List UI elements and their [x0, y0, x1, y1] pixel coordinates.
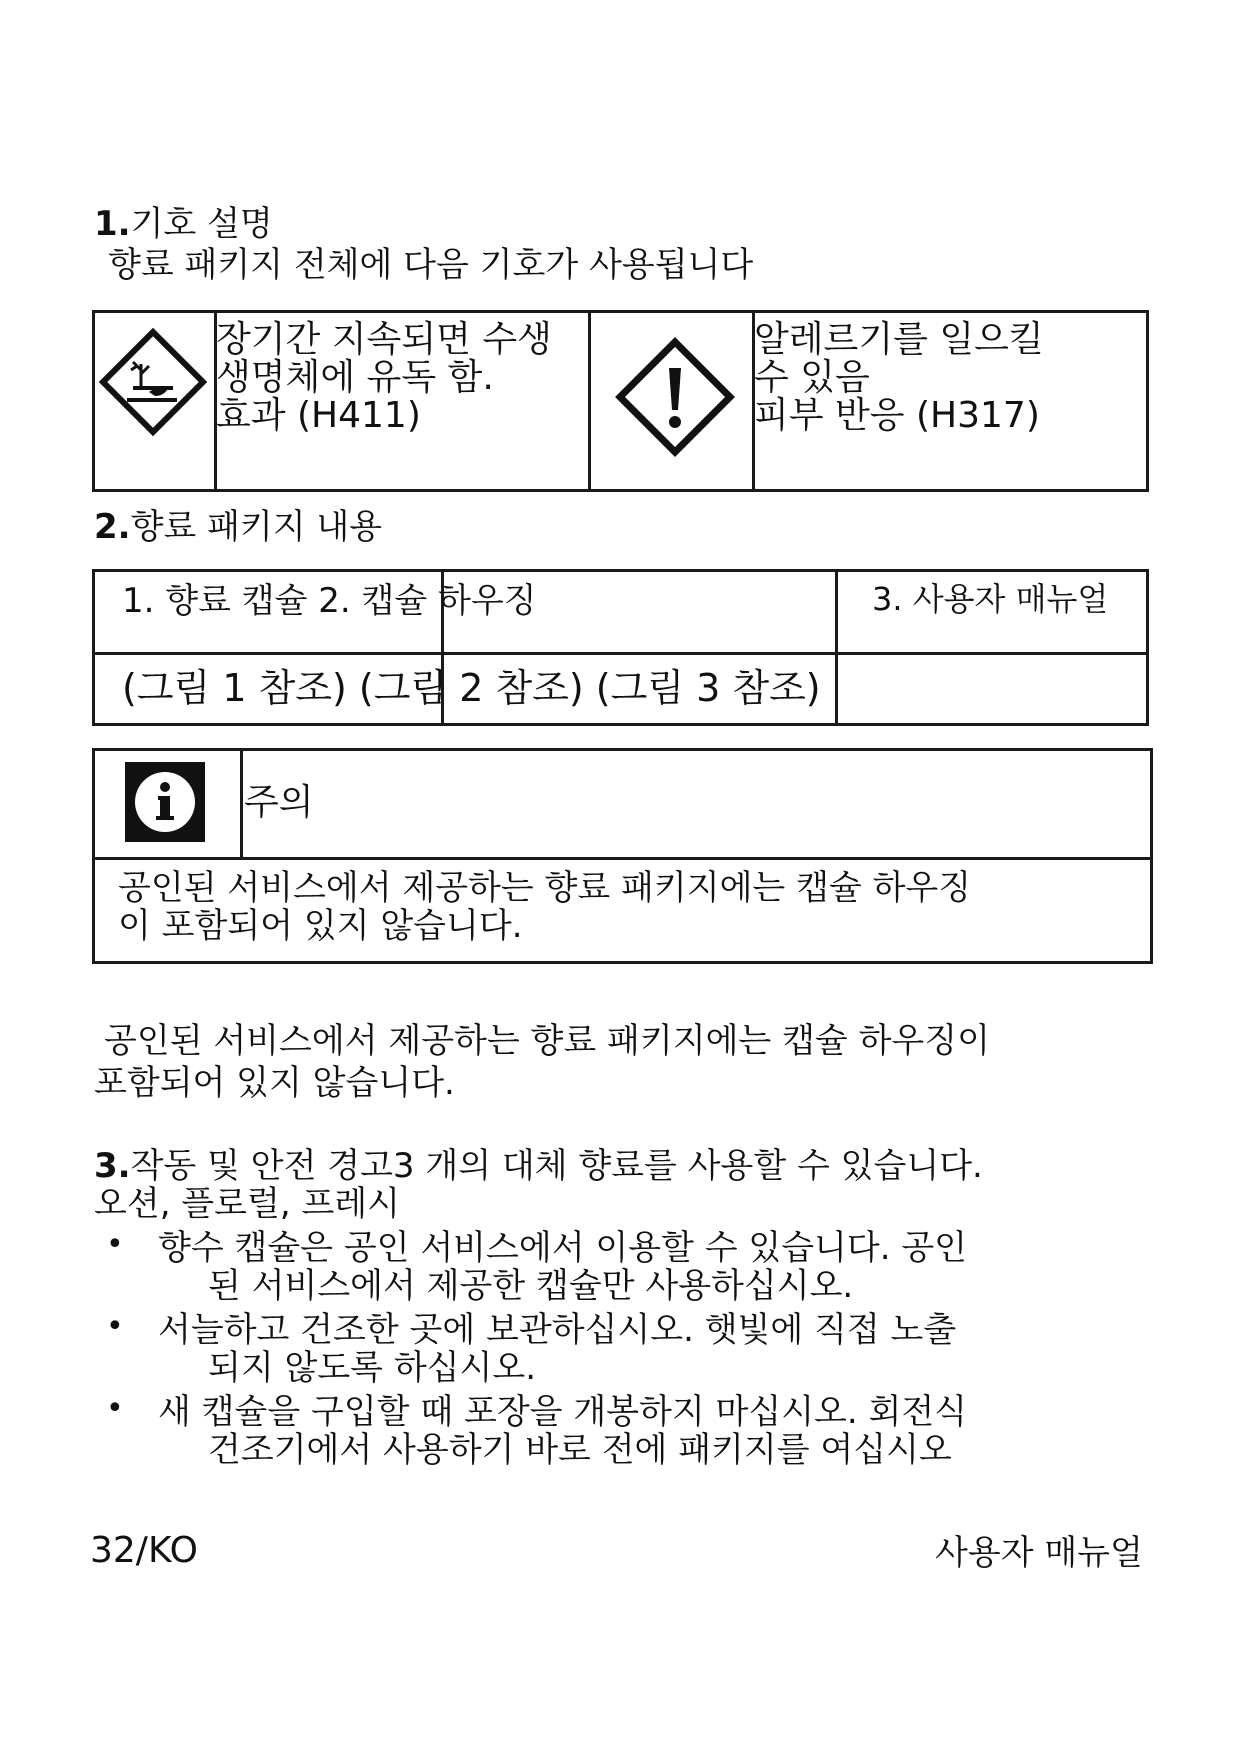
- section1-number: 1.: [94, 204, 131, 244]
- footer-manual-title: 사용자 매뉴얼: [935, 1533, 1143, 1573]
- section1-intro: 향료 패키지 전체에 다음 기호가 사용됩니다: [108, 245, 754, 285]
- symbol1-line2: 생명체에 유독 함.: [216, 357, 494, 398]
- notice-line1: 공인된 서비스에서 제공하는 향료 패키지에는 캡슐 하우징: [118, 868, 972, 908]
- contents-row2: (그림 1 참조) (그림 2 참조) (그림 3 참조): [122, 666, 821, 710]
- bullet1-line1: 향수 캡슐은 공인 서비스에서 이용할 수 있습니다. 공인: [158, 1228, 968, 1268]
- section2-title: 향료 패키지 내용: [130, 507, 383, 547]
- section3-subtitle: 오션, 플로럴, 프레시: [94, 1184, 400, 1224]
- bullet3-line1: 새 캡슐을 구입할 때 포장을 개봉하지 마십시오. 회전식: [158, 1392, 968, 1432]
- bullet-marker: •: [106, 1227, 124, 1262]
- paragraph-line1: 공인된 서비스에서 제공하는 향료 패키지에는 캡슐 하우징이: [104, 1021, 990, 1061]
- environment-hazard-icon: [97, 326, 209, 438]
- bullet3-line2: 건조기에서 사용하기 바로 전에 패키지를 여십시오: [208, 1430, 952, 1470]
- section3-number: 3.: [94, 1146, 131, 1186]
- symbol2-line3: 피부 반응 (H317): [754, 395, 1040, 436]
- bullet2-line2: 되지 않도록 하십시오.: [208, 1348, 537, 1388]
- contents-row1-right: 3. 사용자 매뉴얼: [872, 580, 1109, 618]
- section1-heading: [94, 205, 273, 243]
- notice-label: 주의: [244, 782, 314, 823]
- bullet-marker: •: [106, 1309, 124, 1344]
- symbol2-line1: 알레르기를 일으킬: [754, 319, 1044, 360]
- section2-number: 2.: [94, 507, 131, 547]
- notice-line2: 이 포함되어 있지 않습니다.: [118, 906, 523, 946]
- bullet2-line1: 서늘하고 건조한 곳에 보관하십시오. 햇빛에 직접 노출: [158, 1310, 957, 1350]
- page-number: 32/KO: [90, 1530, 198, 1571]
- section2-heading: [94, 508, 382, 546]
- symbol1-line3: 효과 (H411): [216, 395, 421, 436]
- section3-heading: [94, 1147, 983, 1185]
- section1-title: 기호 설명: [130, 204, 273, 244]
- symbol2-line2: 수 있음: [754, 357, 870, 398]
- section3-title: 작동 및 안전 경고3 개의 대체 향료를 사용할 수 있습니다.: [130, 1146, 983, 1186]
- paragraph-line2: 포함되어 있지 않습니다.: [94, 1063, 455, 1103]
- bullet-marker: •: [106, 1391, 124, 1426]
- contents-row1-left: 1. 향료 캡슐 2. 캡슐 하우징: [122, 581, 537, 621]
- info-icon: [125, 762, 205, 842]
- bullet1-line2: 된 서비스에서 제공한 캡슐만 사용하십시오.: [208, 1266, 854, 1306]
- exclamation-hazard-icon: [614, 336, 736, 458]
- symbol1-line1: 장기간 지속되면 수생: [216, 319, 552, 360]
